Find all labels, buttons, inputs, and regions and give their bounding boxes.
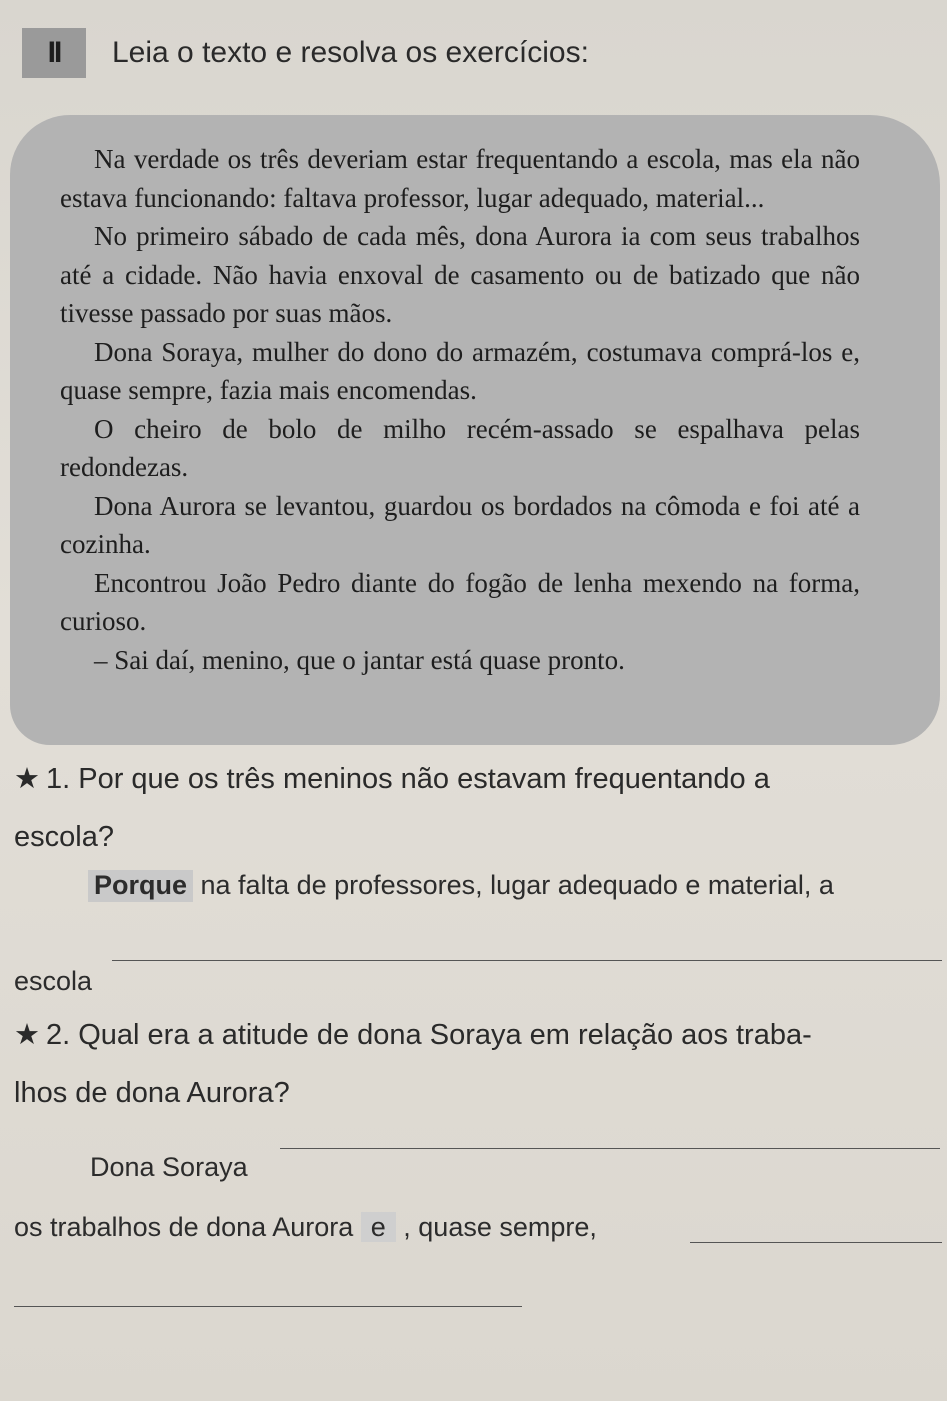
star-icon: ★: [14, 1019, 40, 1051]
answer-1-line-1[interactable]: [88, 870, 834, 901]
question-1: [14, 750, 770, 866]
question-2-text: 2. Qual era a atitude de dona Soraya em relação aos traba-: [46, 1019, 812, 1051]
reading-paragraph: Dona Soraya, mulher do dono do armazém, costumava comprá-los e, quase sempre, fazia mais encomendas.: [60, 336, 860, 405]
question-1-text-continued: escola?: [14, 821, 114, 853]
answer-2-rule-2: [690, 1242, 942, 1243]
answer-2-text-b: , quase sempre,: [395, 1212, 597, 1242]
answer-2-rule-3: [14, 1306, 522, 1307]
answer-2-text-a: os trabalhos de dona Aurora: [14, 1212, 361, 1242]
answer-1-rule: [112, 960, 942, 961]
answer-2-highlight: e: [361, 1212, 396, 1242]
question-2-text-continued: lhos de dona Aurora?: [14, 1077, 290, 1109]
answer-highlight: Porque: [88, 870, 193, 902]
reading-paragraph: – Sai daí, menino, que o jantar está quase pronto.: [94, 644, 625, 675]
answer-2-line-1[interactable]: Dona Soraya: [90, 1152, 248, 1182]
instruction-text: Leia o texto e resolva os exercícios:: [112, 36, 589, 69]
answer-1-line-2[interactable]: escola: [14, 966, 93, 996]
question-1-text: 1. Por que os três meninos não estavam frequentando a: [46, 763, 770, 795]
reading-paragraph: Encontrou João Pedro diante do fogão de lenha mexendo na forma, curioso.: [60, 567, 860, 636]
answer-2-line-2[interactable]: [14, 1212, 597, 1243]
question-2: [14, 1006, 812, 1122]
answer-2-rule-1: [280, 1148, 940, 1149]
section-header: [22, 28, 589, 78]
star-icon: ★: [14, 763, 40, 795]
reading-paragraph: Na verdade os três deveriam estar frequentando a escola, mas ela não estava funcionando: faltava professor, lugar adequado, material...: [60, 144, 860, 213]
reading-text: [60, 140, 860, 679]
reading-paragraph: Dona Aurora se levantou, guardou os bordados na cômoda e foi até a cozinha.: [60, 490, 860, 559]
reading-paragraph: O cheiro de bolo de milho recém-assado se espalhava pelas redondezas.: [60, 413, 860, 482]
answer-1-text: na falta de professores, lugar adequado e material, a: [193, 870, 834, 900]
section-number-badge: II: [22, 28, 86, 78]
reading-paragraph: No primeiro sábado de cada mês, dona Aurora ia com seus trabalhos até a cidade. Não havia enxoval de casamento ou de batizado que não tivesse passado por suas mãos.: [60, 221, 860, 328]
